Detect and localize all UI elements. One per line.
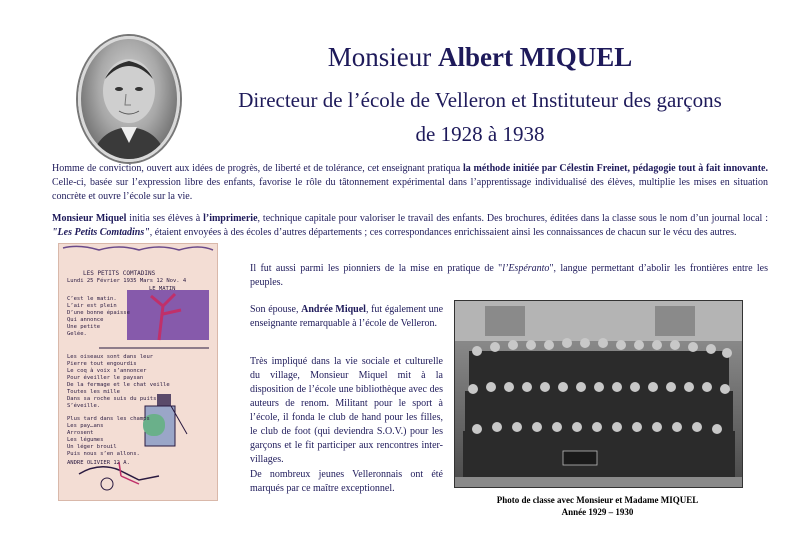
page-dates: de 1928 à 1938: [415, 122, 545, 146]
class-photo: [454, 300, 743, 488]
page-title: Monsieur Albert MIQUEL: [327, 42, 633, 72]
paragraph-legacy: De nombreux jeunes Velleronnais ont été marqués par ce maître exceptionnel.: [250, 469, 443, 494]
journal-heading: LE MATIN: [149, 286, 176, 292]
journal-signature: ANDRE OLIVIER 12 A.: [67, 460, 130, 466]
photo-caption: Photo de classe avec Monsieur et Madame MIQUEL Année 1929 – 1930: [496, 495, 699, 517]
paragraph-imprimerie: Monsieur Miquel initia ses élèves à l’imprimerie, technique capitale pour valoriser le travail des enfants. Des brochures, éditées dans la classe sous le nom d’un journal local : "Les Petits Comtadins", étaient envoyées à des écoles d’autres départements ; ces correspondances enrichissaient ainsi les connaissances de chacun sur le vécu des autres.: [52, 213, 768, 238]
paragraph-village: Très impliqué dans la vie sociale et culturelle du village, Monsieur Miquel mit à la disposition de l’école une bibliothèque avec des auteurs de renom. Militant pour le sport à l’école, il fonda le club de hand pour les filles, le club de foot (qui deviendra S.O.V.) pour les garçons et le fit participer aux rencontres inter-villages.: [250, 356, 443, 465]
journal-lines-b: Les oiseaux sont dans leur Pierre tout engourdis Le coq à voix s’annoncer Pour éveiller le paysan De la fermage et le chat veille Toutes les mille Dans sa roche suis du puits S’éveille.: [67, 354, 170, 409]
paragraph-andree: Son épouse, Andrée Miquel, fut également une enseignante remarquable à l’école de Velleron.: [250, 304, 444, 329]
paragraph-esperanto: Il fut aussi parmi les pionniers de la mise en pratique de "l’Espéranto", langue permettant d’abolir les frontières entre les peuples.: [250, 263, 768, 288]
journal-date: Lundi 25 Février 1935 Mars 12 Nov. 4: [67, 278, 187, 284]
journal-lines-a: C’est le matin. L’air est plein D’une bonne épaisse Qui annonce Une petite Gelée.: [67, 296, 130, 337]
journal-page: [58, 243, 218, 501]
paragraph-freinet: Homme de conviction, ouvert aux idées de progrès, de liberté et de tolérance, cet enseignant pratiqua la méthode initiée par Célestin Freinet, pédagogie tout à fait innovante. Celle-ci, basée sur l’expression libre des enfants, favorise le rôle du tâtonnement expérimental dans l’apprentissage individualisé des élèves, multiplie les mises en situation concrète et ouvre l’école sur la vie.: [52, 163, 768, 202]
journal-title: LES PETITS COMTADINS: [83, 270, 156, 277]
page-subtitle: Directeur de l’école de Velleron et Instituteur des garçons: [238, 88, 722, 112]
journal-lines-c: Plus tard dans les champs Les pay…ans Arrosent Les légumes Un léger brouil Puis nous s’en allons.: [67, 416, 150, 457]
portrait-photo: [78, 36, 180, 162]
